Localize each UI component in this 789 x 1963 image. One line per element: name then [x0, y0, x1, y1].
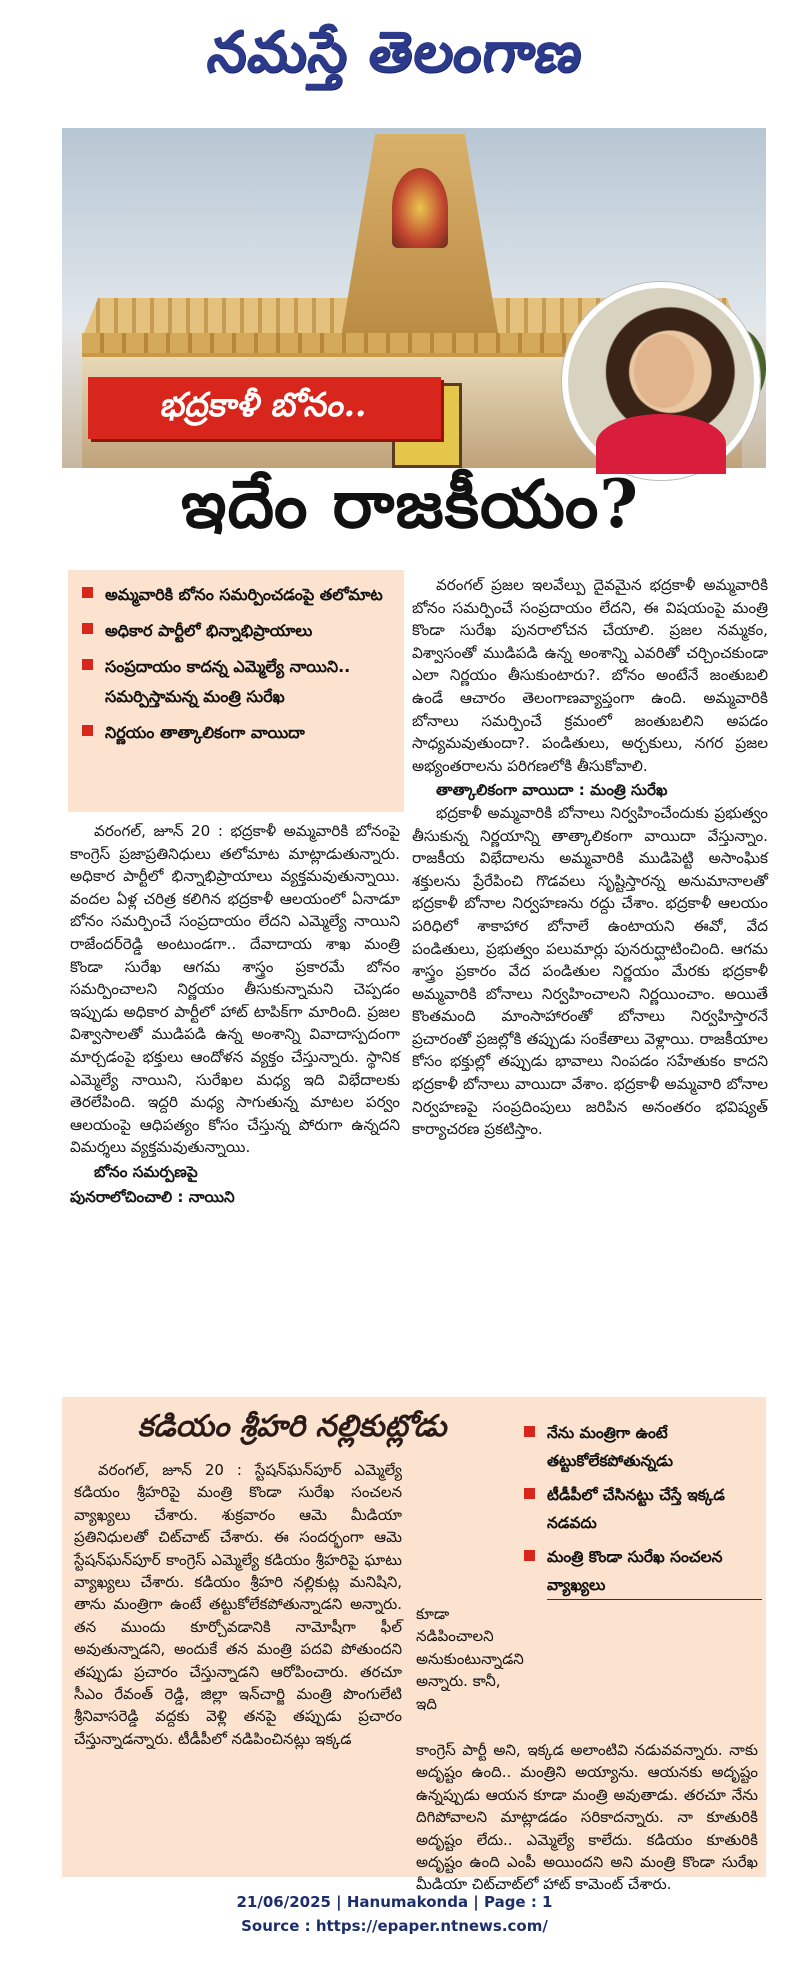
- highlight-item: నేను మంత్రిగా ఉంటే తట్టుకోలేకపోతున్నడు: [524, 1419, 762, 1475]
- highlight-item: సంప్రదాయం కాదన్న ఎమ్మెల్యే నాయిని.. సమర్పిస్తామన్న మంత్రి సురేఖ: [82, 652, 394, 712]
- headline: [60, 462, 760, 562]
- story-banner-label: భద్రకాళీ బోనం..: [158, 384, 372, 424]
- article-paragraph: వరంగల్ ప్రజల ఇలవేల్పు దైవమైన భద్రకాళీ అమ్మవారికి బోనం సమర్పించే సంప్రదాయం లేదని, ఈ విషయంపై మంత్రి కొండా సురేఖ పునరాలోచన చేయాలి. ప్రజల నమ్మకం, విశ్వాసంతో ముడిపడి ఉన్న అంశాన్ని ఎవరితో చర్చించకుండా ఎలా నిర్ణయం తీసుకుంటారు?. బోనం అంటేనే జంతుబలి ఉండే ఆచారం తెలంగాణవ్యాప్తంగా ఉంది. అమ్మవారికి బోనాలు సమర్పించే క్రమంలో జంతుబలిని అపడం సాధ్యమవుతుందా?. పండితులు, అర్చకులు, నగర ప్రజల అభ్యంతరాలను పరిగణలోకి తీసుకోవాలి.: [412, 576, 768, 775]
- highlights-box: [68, 570, 404, 812]
- footer-source: Source : https://epaper.ntnews.com/: [241, 1917, 548, 1935]
- article-paragraph: భద్రకాళీ అమ్మవారికి బోనాలు నిర్వహించేందుకు ప్రభుత్వం తీసుకున్న నిర్ణయాన్ని తాత్కాలికంగా వాయిదా వేస్తున్నాం. రాజకీయ విభేదాలను అమ్మవారికి ముడిపెట్టి అసాంఘిక శక్తులను ప్రేరేపించి గొడవలు సృష్టిస్తారన్న అనుమానాలతో భద్రకాళీ బోనాల నిర్వహణను రద్దు చేశాం. భద్రకాళీ ఆలయం పరిధిలో శాకాహార బోనాలే ఉంటాయని ఈవో, వేద పండితులు, ప్రభుత్వం పలుమార్లు పునరుద్ఘాటించింది. ఆగమ శాస్త్రం ప్రకారం వేద పండితుల నిర్ణయం మేరకు భద్రకాళీ అమ్మవారికి బోనాలు నిర్వహించాలని నిర్ణయించాం. అయితే కొంతమంది మాంసాహారంతో బోనాలు నిర్వహిస్తారనే ప్రచారంతో ప్రజల్లోకి తప్పుడు సంకేతాలు వెళ్లాయి. రాజకీయాల కోసం భక్తుల్లో తప్పుడు భావాలు నింపడం సహేతుకం కాదని భద్రకాళీ బోనాలు వాయిదా వేశాం. భద్రకాళీ అమ్మవారి బోనాల నిర్వహణపై సంప్రదింపులు జరిపిన అనంతరం భవిష్యత్ కార్యాచరణ ప్రకటిస్తాం.: [412, 803, 768, 1139]
- headline-text: ఇదేం రాజకీయం?: [180, 465, 640, 543]
- highlight-item: టీడీపీలో చేసినట్టు చేస్తే ఇక్కడ నడవదు: [524, 1481, 762, 1537]
- minister-portrait: [562, 282, 760, 480]
- highlight-item: మంత్రి కొండా సురేఖ సంచలన వ్యాఖ్యలు: [524, 1543, 762, 1600]
- highlight-item: అధికార పార్టీలో భిన్నాభిప్రాయాలు: [82, 616, 394, 646]
- subheading: పునరాలోచించాలి : నాయిని: [70, 1187, 235, 1206]
- highlight-item: నిర్ణయం తాత్కాలికంగా వాయిదా: [82, 718, 394, 748]
- article-paragraph: కూడా నడిపించాలని అనుకుంటున్నాడని అన్నారు. కానీ, ఇది: [416, 1605, 524, 1713]
- masthead: [0, 0, 789, 118]
- footer-date-edition: 21/06/2025 | Hanumakonda | Page : 1: [236, 1893, 553, 1911]
- second-article-title: కడియం శ్రీహరి నల్లికుట్లోడు: [137, 1409, 447, 1444]
- article-column-left: [70, 820, 400, 1208]
- story-banner: [88, 377, 441, 439]
- article-paragraph: కాంగ్రెస్ పార్టీ అని, ఇక్కడ అలాంటివి నడువవన్నారు. నాకు అదృష్టం ఉంది.. మంత్రిని అయ్యాను. ఆయనకు అదృష్టం ఉన్నప్పుడు ఆయన కూడా మంత్రి అవుతాడు. తరచూ నేను దిగిపోవాలని మాట్లాడడం సరికాదన్నారు. నా కూతురికి అదృష్టం లేదు.. ఎమ్మెల్యే కాలేదు. కడియం కూతురికి అదృష్టం ఉంది ఎంపీ అయిందని అని మంత్రి కొండా సురేఖ మీడియా చిట్‌చాట్‌లో హాట్ కామెంట్ చేశారు.: [416, 1741, 758, 1894]
- second-article: [62, 1397, 766, 1894]
- page-footer: [0, 1890, 789, 1950]
- highlight-item: అమ్మవారికి బోనం సమర్పించడంపై తలోమాట: [82, 580, 394, 610]
- second-article-highlights: [524, 1419, 762, 1606]
- subheading: తాత్కాలికంగా వాయిదా : మంత్రి సురేఖ: [436, 781, 668, 800]
- article-column-right: [412, 574, 768, 1141]
- article-paragraph: వరంగల్, జూన్ 20 : స్టేషన్‌ఘన్‌పూర్ ఎమ్మెల్యే కడియం శ్రీహరిపై మంత్రి కొండా సురేఖ సంచలన వ్యాఖ్యలు చేశారు. శుక్రవారం ఆమె మీడియా ప్రతినిధులతో చిట్‌చాట్ చేశారు. ఈ సందర్భంగా ఆమె స్టేషన్‌ఘన్‌పూర్ కాంగ్రెస్ ఎమ్మెల్యే కడియం శ్రీహరిపై ఘాటు వ్యాఖ్యలు చేశారు. కడియం శ్రీహరి నల్లికుట్ల మనిషిని, తాను మంత్రిగా ఉంటే తట్టుకోలేకపోతున్నాడని అన్నారు. తన ముందు కూర్చోవడానికి నామోషీగా ఫీల్ అవుతున్నాడని, అందుకే తన మంత్రి పదవి పోతుందని తప్పుడు ప్రచారం చేస్తున్నాడని ఆరోపించారు. తరచూ సీఎం రేవంత్ రెడ్డి, జిల్లా ఇన్‌చార్జి మంత్రి పొంగులేటి శ్రీనివాసరెడ్డి వద్దకు వెళ్లి తనపై తప్పుడు ప్రచారం చేస్తున్నాడన్నారు. టీడీపీలో నడిపించినట్లు ఇక్కడ: [74, 1461, 402, 1748]
- masthead-title: నమస్తే తెలంగాణ: [203, 19, 588, 85]
- subheading: బోనం సమర్పణపై: [94, 1162, 198, 1181]
- deity-niche: [392, 168, 448, 248]
- article-paragraph: వరంగల్, జూన్ 20 : భద్రకాళీ అమ్మవారికి బోనంపై కాంగ్రెస్ ప్రజాప్రతినిధులు తలోమాట మాట్లాడుతున్నారు. అధికార పార్టీలో భిన్నాభిప్రాయాలు వ్యక్తమవుతున్నాయి. వందల ఏళ్ల చరిత్ర కలిగిన భద్రకాళీ ఆలయంలో ఏనాడూ బోనం సమర్పించే సంప్రదాయం లేదని ఎమ్మెల్యే నాయిని రాజేందర్‌రెడ్డి అంటుండగా.. దేవాదాయ శాఖ మంత్రి కొండా సురేఖ ఆగమ శాస్త్రం ప్రకారమే బోనం సమర్పించాలని నిర్ణయం తీసుకున్నామని చెప్పడం ఇప్పుడు అధికార పార్టీలో హాట్ టాపిక్‌గా మారింది. ప్రజల విశ్వాసాలతో ముడిపడి ఉన్న అంశాన్ని వివాదాస్పదంగా మార్చడంపై భక్తులు ఆందోళన వ్యక్తం చేస్తున్నారు. స్థానిక ఎమ్మెల్యే నాయిని, సురేఖల మధ్య ఇది విభేదాలకు తెరలేపింది. ఇద్దరి మధ్య సాగుతున్న మాటల పర్వం ఆలయంపై ఆధిపత్యం కోసం చేస్తున్న పోరుగా ఉన్నదని విమర్శలు వ్యక్తమవుతున్నాయి.: [70, 822, 400, 1157]
